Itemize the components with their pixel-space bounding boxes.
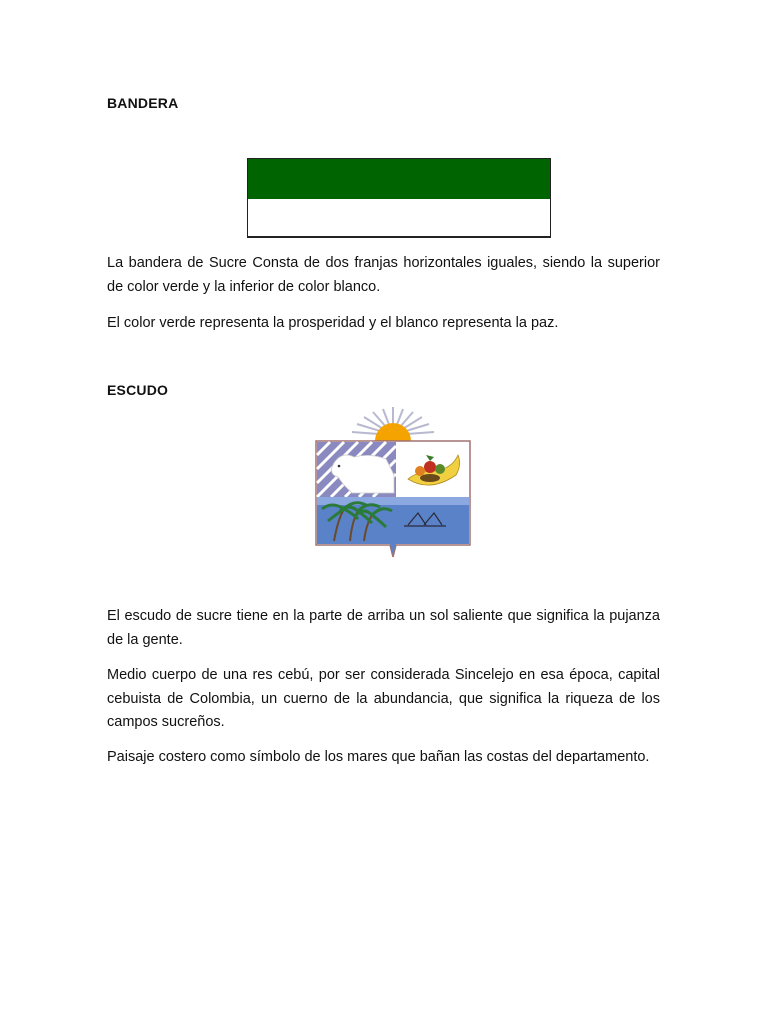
sucre-flag (247, 158, 551, 238)
escudo-paragraph-1: El escudo de sucre tiene en la parte de arriba un sol saliente que significa la pujanza de la gente. (107, 608, 660, 648)
zebu-quarter (317, 442, 396, 497)
escudo-paragraph-2: Medio cuerpo de una res cebú, por ser considerada Sincelejo en esa época, capital cebuista de Colombia, un cuerno de la abundancia, que significa la riqueza de los campos sucreños. (107, 667, 660, 730)
bandera-paragraph-1: La bandera de Sucre Consta de dos franjas horizontales iguales, siendo la superior de color verde y la inferior de color blanco. (107, 255, 660, 295)
sucre-coat-of-arms (312, 405, 474, 563)
cornucopia-quarter (396, 442, 469, 497)
flag-white-stripe (248, 199, 550, 238)
rising-sun-icon (375, 423, 411, 441)
bandera-paragraph-2: El color verde representa la prosperidad y el blanco representa la paz. (107, 315, 559, 331)
flag-green-stripe (248, 159, 550, 199)
escudo-heading: ESCUDO (107, 382, 169, 398)
coastal-landscape-quarter (317, 497, 469, 555)
escudo-paragraph-3: Paisaje costero como símbolo de los mares que bañan las costas del departamento. (107, 749, 650, 765)
bandera-heading: BANDERA (107, 95, 179, 111)
